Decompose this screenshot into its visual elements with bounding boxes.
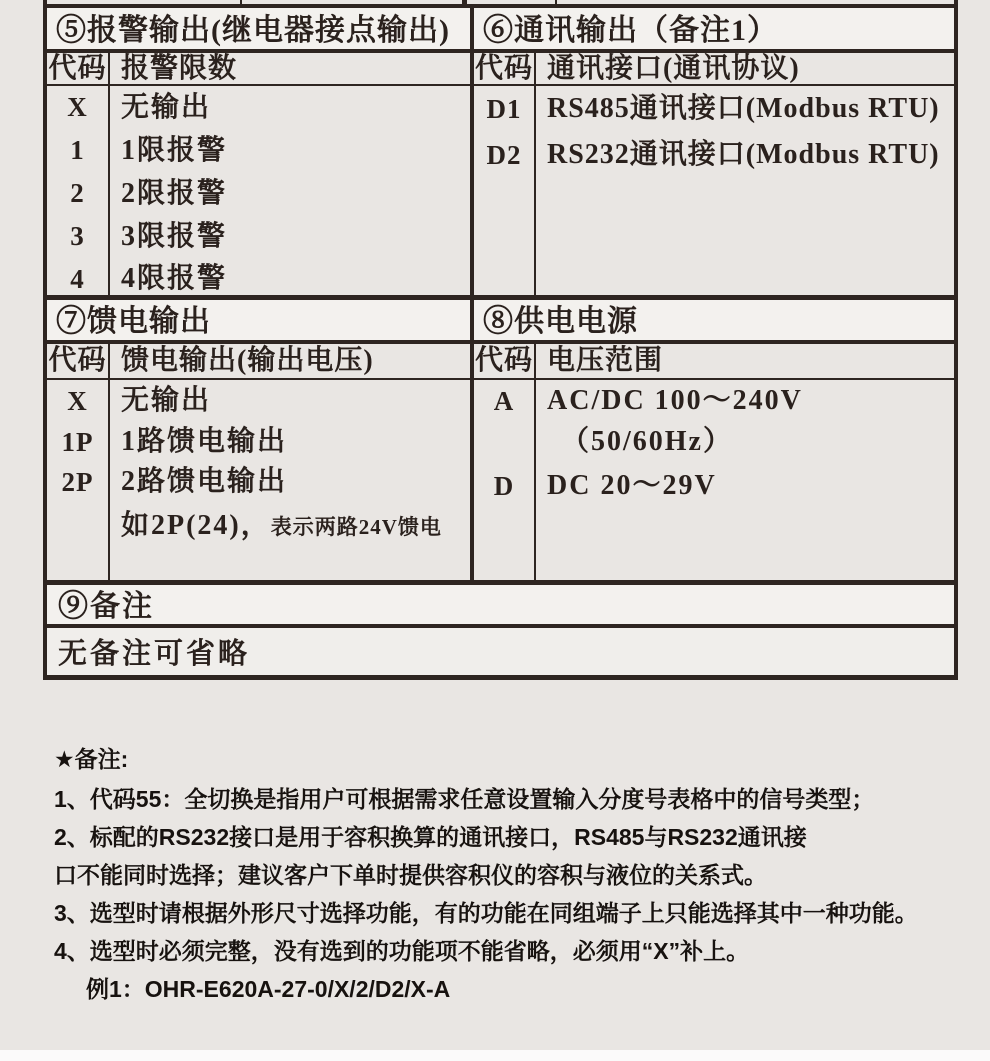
alarm-row-desc: 4限报警 [121,263,228,294]
section-9-title-band [47,585,954,628]
alarm-row-code: 1 [70,135,85,165]
footnote-example-model: 例1：OHR-E620A-27-0/X/2/D2/X-A [86,976,451,1002]
comm-desc-header: 通讯接口(通讯协议) [547,53,800,84]
section-9-title: ⑨备注 [58,590,154,623]
alarm-code-header: 代码 [47,53,110,84]
alarm-row-code: 3 [70,221,85,251]
section-7-8-column-headers [47,344,954,380]
section-5-6-title-band [47,8,954,53]
comm-row-code: D2 [486,140,522,170]
alarm-desc-column [110,86,470,295]
power-desc-header: 电压范围 [547,345,664,376]
section-7-8-title-band [47,300,954,344]
divider-line [462,0,467,4]
comm-row-desc: RS485通讯接口(Modbus RTU) [547,93,940,124]
footnotes [54,744,960,1012]
alarm-code-column [47,86,110,295]
remark-content: 无备注可省略 [58,638,251,670]
alarm-row-desc: 2限报警 [121,178,228,209]
alarm-row-code: 2 [70,178,85,208]
section-8-title: ⑧供电电源 [483,305,638,338]
alarm-row-desc: 无输出 [121,92,212,123]
divider-line [240,0,242,4]
feed-row-desc: 无输出 [121,385,212,416]
footnote-line-3: 3、选型时请根据外形尺寸选择功能，有的功能在同组端子上只能选择其中一种功能。 [54,900,918,926]
divider-line [555,0,557,4]
footnote-line-1: 1、代码55：全切换是指用户可根据需求任意设置输入分度号表格中的信号类型； [54,786,875,812]
feed-example-note [121,502,470,550]
section-9-content-row [47,628,954,680]
bottom-page-strip [0,1050,990,1061]
feed-row-desc: 1路馈电输出 [121,426,288,457]
comm-row-desc: RS232通讯接口(Modbus RTU) [547,139,940,170]
model-selection-table [43,0,958,680]
power-row-desc: DC 20～29V [547,470,717,501]
section-7-title: ⑦馈电输出 [47,300,474,340]
feed-desc-column [110,380,470,580]
power-code-header: 代码 [474,344,536,378]
alarm-row-code: 4 [70,264,85,294]
power-code-column [474,380,536,580]
power-desc-column [536,380,954,580]
feed-row-desc: 2路馈电输出 [121,466,288,497]
section-6-title: ⑥通讯输出（备注1） [483,14,778,47]
comm-code-header: 代码 [474,53,536,84]
feed-row-code: X [67,386,88,416]
feed-row-code: 2P [61,467,94,497]
alarm-row-desc: 3限报警 [121,221,228,252]
feed-row-code: 1P [61,427,94,457]
section-5-title: ⑤报警输出(继电器接点输出) [47,8,474,49]
power-row-code: D [493,471,515,501]
previous-table-bottom-sliver [47,0,954,8]
section-5-6-column-headers [47,53,954,86]
comm-row-code: D1 [486,94,522,124]
feed-code-column [47,380,110,580]
power-row-spacer [474,422,534,462]
feed-example-main: 如2P(24)， [121,510,271,541]
alarm-row-desc: 1限报警 [121,135,228,166]
power-row-desc: AC/DC 100～240V [547,385,803,416]
alarm-row-code: X [67,92,88,122]
comm-code-column [474,86,536,295]
feed-code-header: 代码 [47,344,110,378]
feed-desc-header: 馈电输出(输出电压) [121,345,374,376]
footnote-line-2-continued: 口不能同时选择；建议客户下单时提供容积仪的容积与液位的关系式。 [54,862,767,888]
alarm-desc-header: 报警限数 [121,53,238,84]
footnote-line-4: 4、选型时必须完整，没有选到的功能项不能省略，必须用“X”补上。 [54,938,750,964]
comm-desc-column [536,86,954,295]
power-row-desc-line2: （50/60Hz） [561,426,733,457]
section-5-6-body [47,86,954,300]
footnote-line-2: 2、标配的RS232接口是用于容积换算的通讯接口，RS485与RS232通讯接 [54,824,807,850]
feed-example-small: 表示两路24V馈电 [270,515,442,539]
section-7-8-body [47,380,954,585]
power-row-code: A [493,386,515,416]
footnotes-title: ★备注: [54,746,129,772]
